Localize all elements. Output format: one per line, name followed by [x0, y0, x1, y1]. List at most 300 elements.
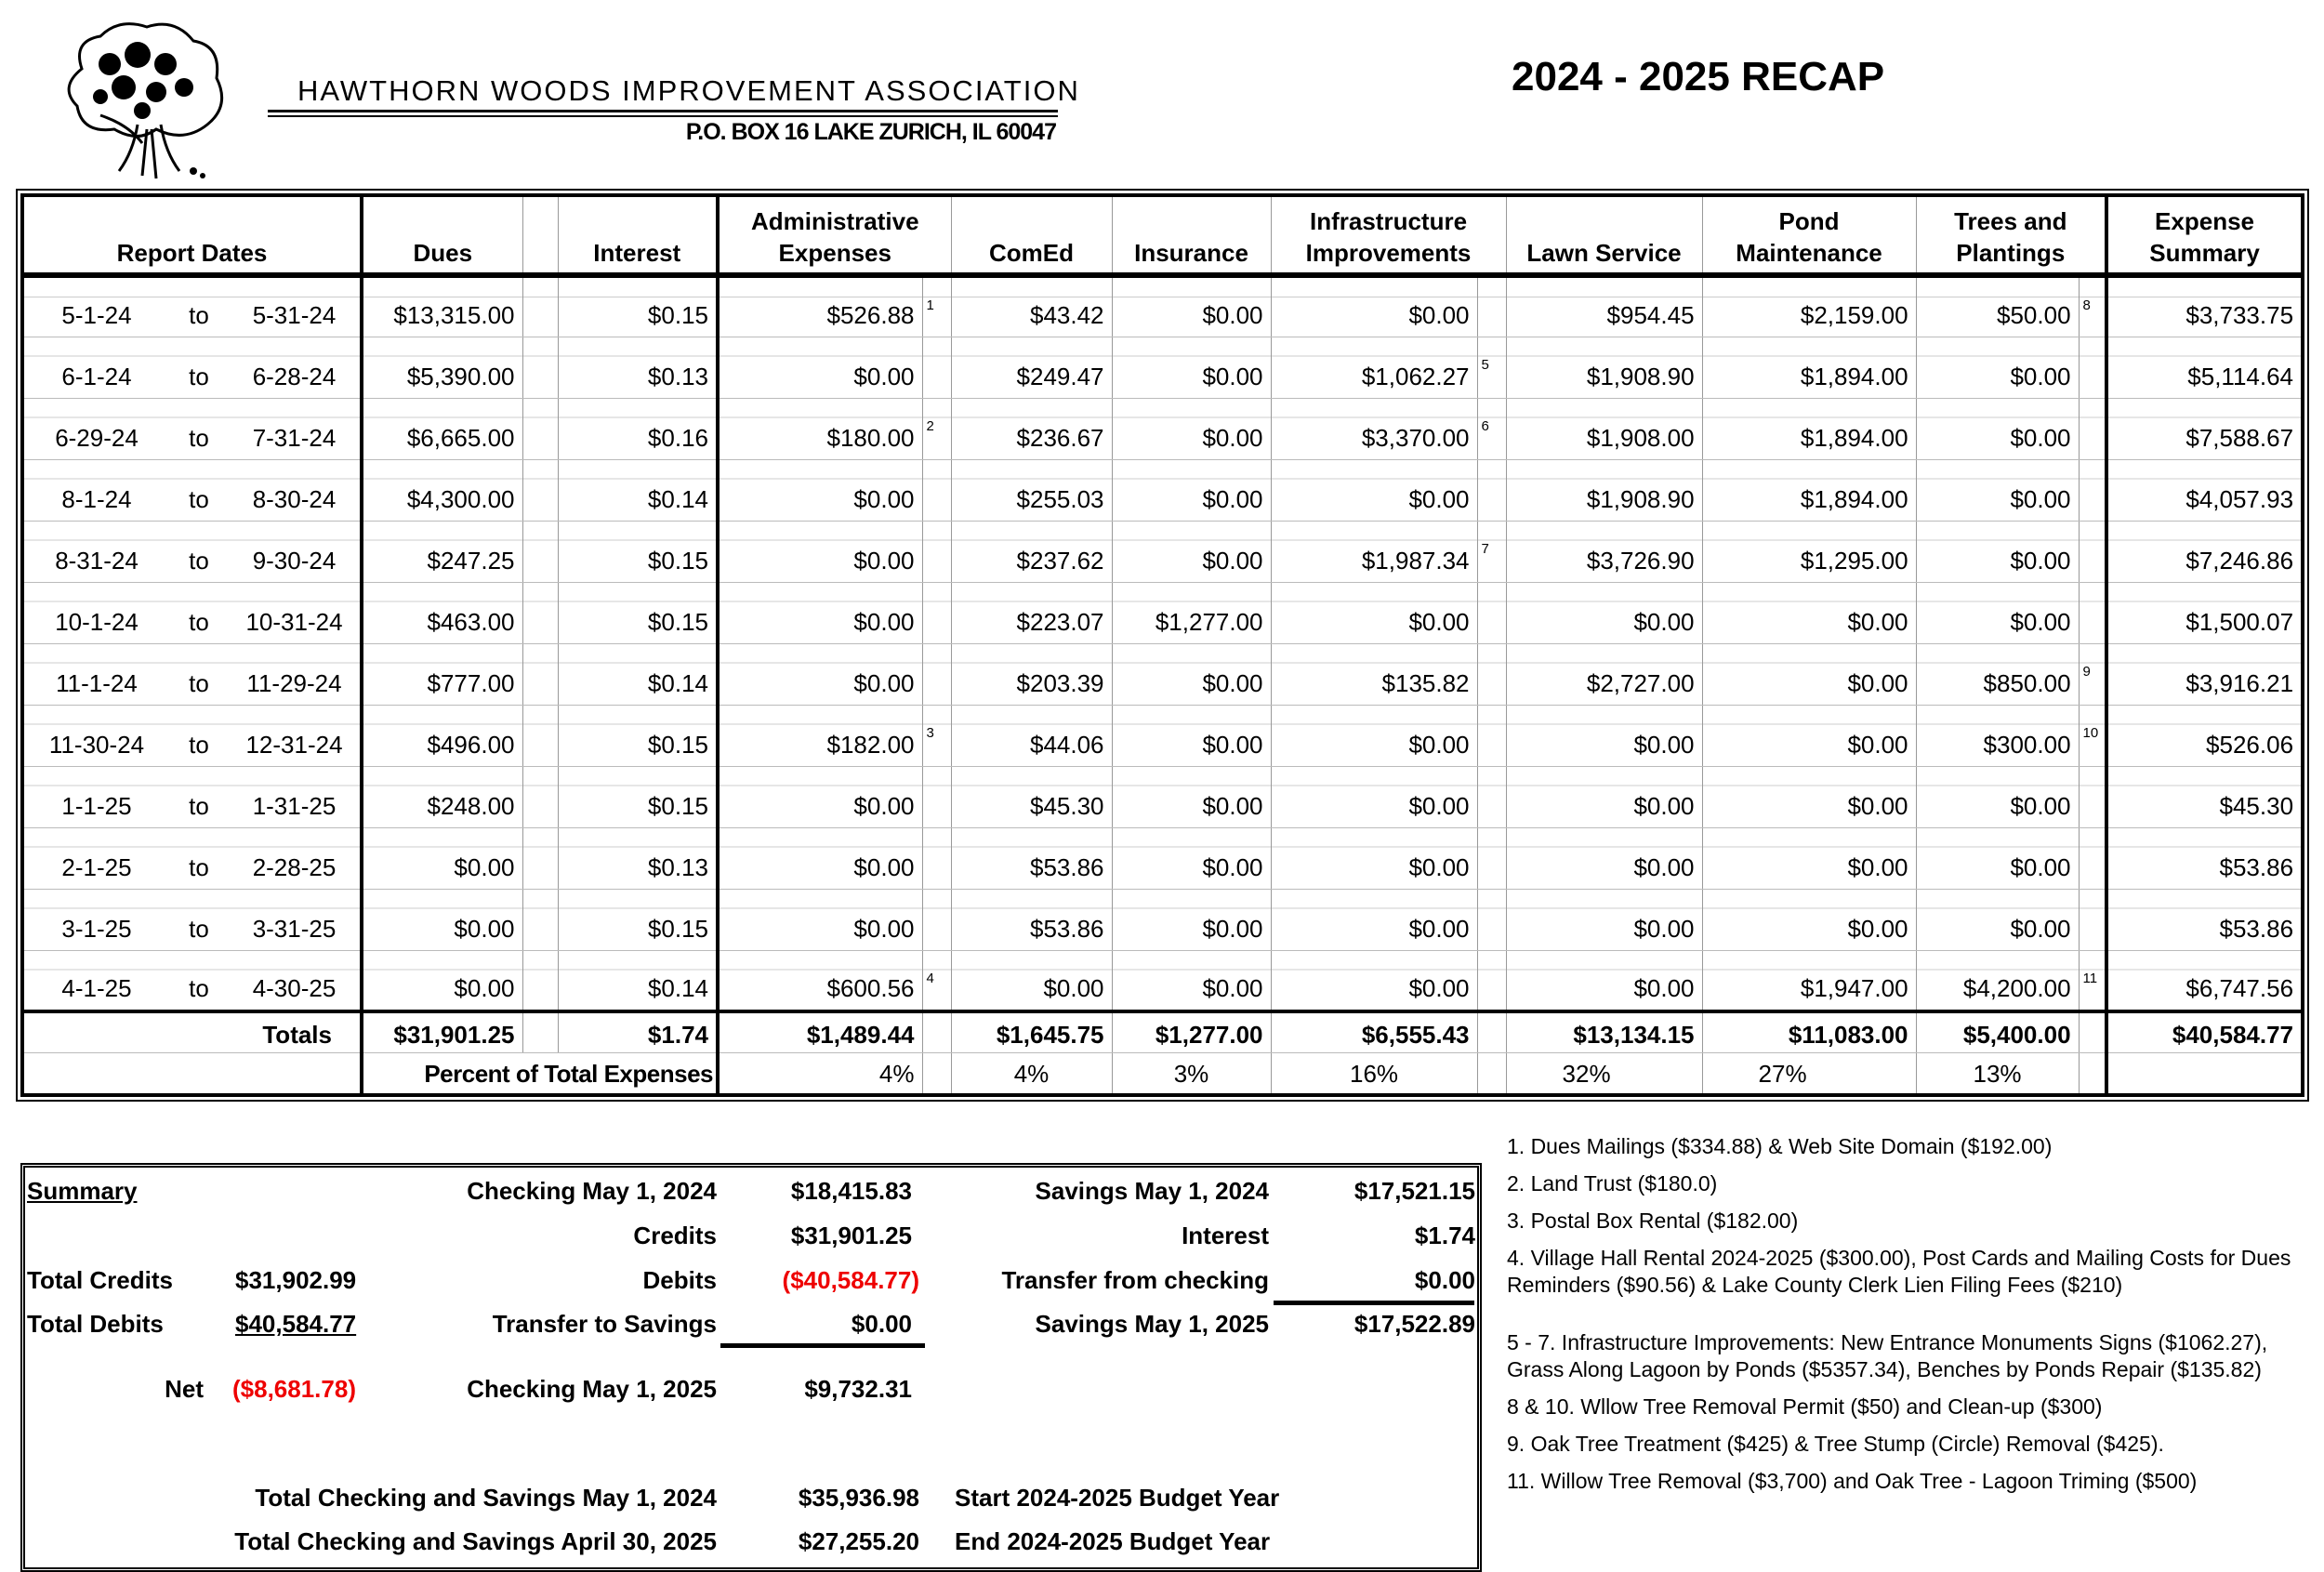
lawn-cell: $0.00: [1506, 705, 1702, 766]
col-trees: [1916, 195, 2106, 275]
admin-note-cell: 2: [922, 398, 951, 459]
admin-note-cell: [922, 337, 951, 398]
interest-cell: $0.14: [558, 950, 718, 1011]
spacer-cell: [922, 1052, 951, 1095]
totals-label: Totals: [22, 1011, 362, 1052]
comed-cell: $53.86: [951, 827, 1112, 889]
interest-cell: $0.15: [558, 889, 718, 950]
percent-trees: 13%: [1916, 1052, 2079, 1095]
col-lawn: Lawn Service: [1506, 195, 1702, 275]
pond-cell: $2,159.00: [1702, 275, 1916, 337]
savings-end-label: Savings May 1, 2025: [1035, 1310, 1269, 1338]
insurance-cell: $0.00: [1112, 459, 1271, 521]
footnote: 1. Dues Mailings ($334.88) & Web Site Domain ($192.00): [1507, 1134, 2053, 1158]
trees-cell: $0.00: [1916, 459, 2079, 521]
insurance-cell: $0.00: [1112, 337, 1271, 398]
spacer-cell: [522, 398, 558, 459]
admin-cell: $180.00: [718, 398, 922, 459]
expense-cell: $53.86: [2106, 889, 2303, 950]
to-label: to: [189, 668, 209, 697]
col-trees-line: Trees and: [1954, 207, 2067, 235]
report-dates-cell: [22, 766, 362, 827]
trees-note-cell: 11: [2079, 950, 2106, 1011]
percent-pond: 27%: [1702, 1052, 1916, 1095]
spacer-cell: [522, 521, 558, 582]
header-divider: [268, 110, 1058, 112]
trees-cell: $0.00: [1916, 521, 2079, 582]
col-infra-line: Improvements: [1305, 239, 1472, 267]
pond-cell: $0.00: [1702, 827, 1916, 889]
to-date: 4-30-25: [252, 974, 337, 1002]
lawn-cell: $954.45: [1506, 275, 1702, 337]
col-pond-line: Maintenance: [1736, 239, 1882, 267]
trees-cell: $300.00: [1916, 705, 2079, 766]
lawn-cell: $1,908.90: [1506, 459, 1702, 521]
to-label: to: [189, 791, 209, 820]
admin-note-cell: 1: [922, 275, 951, 337]
infra-note-cell: [1477, 275, 1506, 337]
totals-row: [22, 1011, 2303, 1052]
table-row: [22, 889, 2303, 950]
comed-cell: $236.67: [951, 398, 1112, 459]
comed-cell: $53.86: [951, 889, 1112, 950]
checking-end-value: $9,732.31: [804, 1375, 912, 1403]
comed-cell: $43.42: [951, 275, 1112, 337]
trees-note-cell: 10: [2079, 705, 2106, 766]
comed-cell: $0.00: [951, 950, 1112, 1011]
from-date: 11-30-24: [48, 730, 145, 759]
insurance-cell: $0.00: [1112, 827, 1271, 889]
report-dates-cell: [22, 521, 362, 582]
lawn-cell: $0.00: [1506, 582, 1702, 643]
transfer-to-savings-label: Transfer to Savings: [492, 1310, 717, 1338]
trees-cell: $0.00: [1916, 827, 2079, 889]
table-row: [22, 950, 2303, 1011]
dues-cell: $13,315.00: [362, 275, 522, 337]
total-interest: $1.74: [558, 1011, 718, 1052]
table-row: [22, 643, 2303, 705]
table-row: [22, 275, 2303, 337]
trees-note-cell: [2079, 337, 2106, 398]
lawn-cell: $0.00: [1506, 766, 1702, 827]
footnote: 8 & 10. Wllow Tree Removal Permit ($50) and Clean-up ($300): [1507, 1394, 2103, 1419]
checking-end-label: Checking May 1, 2025: [467, 1375, 717, 1403]
trees-cell: $0.00: [1916, 582, 2079, 643]
spacer-cell: [522, 889, 558, 950]
expense-cell: $7,246.86: [2106, 521, 2303, 582]
dues-cell: $5,390.00: [362, 337, 522, 398]
lawn-cell: $2,727.00: [1506, 643, 1702, 705]
pond-cell: $0.00: [1702, 889, 1916, 950]
interest-cell: $0.14: [558, 459, 718, 521]
report-dates-cell: [22, 337, 362, 398]
report-dates-cell: [22, 459, 362, 521]
interest-cell: $0.15: [558, 521, 718, 582]
total-lawn: $13,134.15: [1506, 1011, 1702, 1052]
total-insurance: $1,277.00: [1112, 1011, 1271, 1052]
trees-note-cell: [2079, 766, 2106, 827]
from-date: 11-1-24: [56, 668, 138, 697]
from-date: 6-1-24: [61, 362, 132, 390]
insurance-cell: $0.00: [1112, 398, 1271, 459]
table-row: [22, 766, 2303, 827]
spacer-cell: [522, 643, 558, 705]
admin-cell: $0.00: [718, 459, 922, 521]
infra-note-cell: 6: [1477, 398, 1506, 459]
infra-cell: $0.00: [1271, 889, 1477, 950]
credits-value: $31,901.25: [790, 1222, 912, 1249]
trees-note-cell: [2079, 827, 2106, 889]
trees-cell: $0.00: [1916, 337, 2079, 398]
subtotal-rule: [720, 1343, 925, 1348]
spacer-cell: [522, 195, 558, 275]
pond-cell: $1,295.00: [1702, 521, 1916, 582]
infra-cell: $0.00: [1271, 582, 1477, 643]
spacer-cell: [922, 1011, 951, 1052]
comed-cell: $203.39: [951, 643, 1112, 705]
admin-cell: $0.00: [718, 827, 922, 889]
pond-cell: $1,947.00: [1702, 950, 1916, 1011]
spacer-cell: [522, 705, 558, 766]
interest-label: Interest: [1182, 1222, 1269, 1249]
expense-cell: $7,588.67: [2106, 398, 2303, 459]
footnote: 4. Village Hall Rental 2024-2025 ($300.00), Post Cards and Mailing Costs for Dues Reminders ($90.56) & Lake County Clerk Lien Filing Fees ($210): [1507, 1246, 2291, 1297]
infra-note-cell: 7: [1477, 521, 1506, 582]
admin-cell: $0.00: [718, 582, 922, 643]
admin-note-cell: [922, 459, 951, 521]
table-row: [22, 337, 2303, 398]
to-label: to: [189, 423, 209, 452]
comed-cell: $223.07: [951, 582, 1112, 643]
to-date: 1-31-25: [252, 791, 337, 820]
footnote: 11. Willow Tree Removal ($3,700) and Oak Tree - Lagoon Triming ($500): [1507, 1469, 2198, 1493]
trees-note-cell: [2079, 521, 2106, 582]
infra-note-cell: [1477, 459, 1506, 521]
table-row: [22, 398, 2303, 459]
comed-cell: $44.06: [951, 705, 1112, 766]
interest-cell: $0.16: [558, 398, 718, 459]
col-expense-line: Summary: [2149, 239, 2260, 267]
admin-cell: $0.00: [718, 889, 922, 950]
trees-note-cell: [2079, 459, 2106, 521]
interest-cell: $0.13: [558, 337, 718, 398]
trees-note-cell: [2079, 889, 2106, 950]
trees-cell: $0.00: [1916, 889, 2079, 950]
spacer-cell: [2079, 1052, 2106, 1095]
savings-start-label: Savings May 1, 2024: [1035, 1177, 1269, 1205]
total-debits-value: $40,584.77: [235, 1310, 357, 1338]
infra-note-cell: [1477, 950, 1506, 1011]
trees-note-cell: 8: [2079, 275, 2106, 337]
col-admin: [718, 195, 951, 275]
footnote: 9. Oak Tree Treatment ($425) & Tree Stump (Circle) Removal ($425).: [1507, 1432, 2164, 1456]
dues-cell: $4,300.00: [362, 459, 522, 521]
spacer-cell: [522, 582, 558, 643]
subtotal-rule: [1274, 1301, 1474, 1305]
expense-cell: $45.30: [2106, 766, 2303, 827]
total-pond: $11,083.00: [1702, 1011, 1916, 1052]
report-dates-cell: [22, 643, 362, 705]
admin-cell: $600.56: [718, 950, 922, 1011]
net-label: Net: [165, 1375, 204, 1403]
spacer-cell: [1477, 1011, 1506, 1052]
from-date: 10-1-24: [55, 607, 139, 636]
organization-name: HAWTHORN WOODS IMPROVEMENT ASSOCIATION: [297, 74, 1080, 107]
trees-note-cell: 9: [2079, 643, 2106, 705]
admin-note-cell: [922, 827, 951, 889]
insurance-cell: $0.00: [1112, 643, 1271, 705]
expense-cell: $5,114.64: [2106, 337, 2303, 398]
report-dates-cell: [22, 398, 362, 459]
admin-cell: $0.00: [718, 521, 922, 582]
footnote: 3. Postal Box Rental ($182.00): [1507, 1209, 1799, 1233]
insurance-cell: $0.00: [1112, 705, 1271, 766]
pond-cell: $0.00: [1702, 766, 1916, 827]
infra-note-cell: [1477, 827, 1506, 889]
total-start-value: $35,936.98: [798, 1484, 919, 1512]
to-date: 11-29-24: [246, 668, 342, 697]
to-date: 12-31-24: [245, 730, 343, 759]
total-dues: $31,901.25: [362, 1011, 522, 1052]
spacer-cell: [522, 459, 558, 521]
col-pond-line: Pond: [1778, 207, 1840, 235]
lawn-cell: $0.00: [1506, 950, 1702, 1011]
col-dues: Dues: [362, 195, 522, 275]
report-dates-cell: [22, 275, 362, 337]
pond-cell: $1,894.00: [1702, 459, 1916, 521]
dues-cell: $777.00: [362, 643, 522, 705]
comed-cell: $237.62: [951, 521, 1112, 582]
from-date: 2-1-25: [61, 852, 132, 881]
col-expense-line: Expense: [2155, 207, 2254, 235]
from-date: 8-1-24: [61, 484, 132, 513]
to-date: 7-31-24: [252, 423, 337, 452]
table-row: [22, 827, 2303, 889]
percent-insurance: 3%: [1112, 1052, 1271, 1095]
infra-cell: $0.00: [1271, 950, 1477, 1011]
total-comed: $1,645.75: [951, 1011, 1112, 1052]
credits-label: Credits: [633, 1222, 717, 1249]
to-date: 6-28-24: [252, 362, 337, 390]
expense-cell: $6,747.56: [2106, 950, 2303, 1011]
col-report-dates: Report Dates: [22, 195, 362, 275]
insurance-cell: $0.00: [1112, 766, 1271, 827]
dues-cell: $247.25: [362, 521, 522, 582]
percent-admin: 4%: [718, 1052, 922, 1095]
infra-cell: $1,062.27: [1271, 337, 1477, 398]
interest-cell: $0.14: [558, 643, 718, 705]
admin-note-cell: [922, 889, 951, 950]
insurance-cell: $0.00: [1112, 521, 1271, 582]
total-trees: $5,400.00: [1916, 1011, 2079, 1052]
spacer-cell: [522, 275, 558, 337]
trees-cell: $50.00: [1916, 275, 2079, 337]
savings-end-value: $17,522.89: [1353, 1310, 1475, 1338]
expense-cell: $1,500.07: [2106, 582, 2303, 643]
admin-cell: $526.88: [718, 275, 922, 337]
dues-cell: $6,665.00: [362, 398, 522, 459]
lawn-cell: $0.00: [1506, 889, 1702, 950]
expense-cell: $3,916.21: [2106, 643, 2303, 705]
percent-comed: 4%: [951, 1052, 1112, 1095]
interest-cell: $0.15: [558, 705, 718, 766]
report-dates-cell: [22, 950, 362, 1011]
spacer-cell: [2079, 1011, 2106, 1052]
expense-cell: $53.86: [2106, 827, 2303, 889]
dues-cell: $496.00: [362, 705, 522, 766]
col-expense: [2106, 195, 2303, 275]
trees-cell: $0.00: [1916, 398, 2079, 459]
to-label: to: [189, 484, 209, 513]
infra-cell: $0.00: [1271, 766, 1477, 827]
interest-cell: $0.13: [558, 827, 718, 889]
infra-cell: $0.00: [1271, 705, 1477, 766]
footnote: 5 - 7. Infrastructure Improvements: New Entrance Monuments Signs ($1062.27), Grass Along Lagoon by Ponds ($5357.34), Benches by Ponds Repair ($135.82): [1507, 1330, 2268, 1381]
infra-note-cell: [1477, 705, 1506, 766]
spacer-cell: [522, 1011, 558, 1052]
infra-note-cell: 5: [1477, 337, 1506, 398]
col-admin-line: Expenses: [778, 239, 891, 267]
percent-label: Percent of Total Expenses: [362, 1052, 718, 1095]
percent-infra: 16%: [1271, 1052, 1477, 1095]
insurance-cell: $0.00: [1112, 950, 1271, 1011]
from-date: 8-31-24: [55, 546, 139, 575]
col-pond: [1702, 195, 1916, 275]
total-start-note: Start 2024-2025 Budget Year: [955, 1484, 1280, 1512]
trees-note-cell: [2079, 398, 2106, 459]
summary-box: [20, 1163, 1482, 1572]
to-date: 10-31-24: [245, 607, 343, 636]
to-date: 2-28-25: [252, 852, 337, 881]
pond-cell: $0.00: [1702, 705, 1916, 766]
lawn-cell: $1,908.90: [1506, 337, 1702, 398]
header-divider: [268, 115, 1058, 117]
total-end-note: End 2024-2025 Budget Year: [955, 1527, 1271, 1555]
insurance-cell: $1,277.00: [1112, 582, 1271, 643]
table-row: [22, 459, 2303, 521]
col-infra-line: Infrastructure: [1310, 207, 1468, 235]
infra-cell: $135.82: [1271, 643, 1477, 705]
table-row: [22, 705, 2303, 766]
admin-note-cell: [922, 582, 951, 643]
report-dates-cell: [22, 827, 362, 889]
from-date: 6-29-24: [55, 423, 139, 452]
lawn-cell: $0.00: [1506, 827, 1702, 889]
admin-note-cell: [922, 521, 951, 582]
total-expense: $40,584.77: [2106, 1011, 2303, 1052]
comed-cell: $45.30: [951, 766, 1112, 827]
to-date: 3-31-25: [252, 914, 337, 943]
to-label: to: [189, 607, 209, 636]
to-label: to: [189, 852, 209, 881]
interest-value: $1.74: [1414, 1222, 1475, 1249]
trees-note-cell: [2079, 582, 2106, 643]
interest-cell: $0.15: [558, 766, 718, 827]
total-credits-label: Total Credits: [27, 1266, 173, 1294]
tree-logo-icon: [45, 13, 258, 185]
checking-start-label: Checking May 1, 2024: [467, 1177, 717, 1205]
to-label: to: [189, 300, 209, 329]
infra-cell: $0.00: [1271, 275, 1477, 337]
comed-cell: $249.47: [951, 337, 1112, 398]
table-row: [22, 582, 2303, 643]
admin-cell: $182.00: [718, 705, 922, 766]
to-label: to: [189, 362, 209, 390]
dues-cell: $248.00: [362, 766, 522, 827]
organization-address: P.O. BOX 16 LAKE ZURICH, IL 60047: [685, 119, 1056, 145]
summary-heading: Summary: [27, 1177, 138, 1205]
transfer-to-savings-value: $0.00: [851, 1310, 912, 1338]
admin-note-cell: [922, 643, 951, 705]
infra-note-cell: [1477, 766, 1506, 827]
admin-note-cell: 4: [922, 950, 951, 1011]
total-admin: $1,489.44: [718, 1011, 922, 1052]
to-label: to: [189, 974, 209, 1002]
total-end-value: $27,255.20: [798, 1527, 919, 1555]
spacer-cell: [522, 766, 558, 827]
pond-cell: $0.00: [1702, 643, 1916, 705]
percent-row: [22, 1052, 2303, 1095]
from-date: 1-1-25: [61, 791, 132, 820]
spacer-cell: [522, 827, 558, 889]
savings-start-value: $17,521.15: [1353, 1177, 1475, 1205]
debits-value: ($40,584.77): [782, 1266, 919, 1294]
to-label: to: [189, 546, 209, 575]
to-date: 9-30-24: [252, 546, 337, 575]
from-date: 4-1-25: [61, 974, 132, 1002]
infra-note-cell: [1477, 582, 1506, 643]
trees-cell: $0.00: [1916, 766, 2079, 827]
pond-cell: $1,894.00: [1702, 337, 1916, 398]
infra-cell: $1,987.34: [1271, 521, 1477, 582]
pond-cell: $0.00: [1702, 582, 1916, 643]
report-dates-cell: [22, 705, 362, 766]
total-infra: $6,555.43: [1271, 1011, 1477, 1052]
page-title: 2024 - 2025 RECAP: [1512, 54, 1885, 99]
col-admin-line: Administrative: [750, 207, 919, 235]
spacer-cell: [2106, 1052, 2303, 1095]
admin-cell: $0.00: [718, 766, 922, 827]
interest-cell: $0.15: [558, 275, 718, 337]
lawn-cell: $3,726.90: [1506, 521, 1702, 582]
dues-cell: $0.00: [362, 889, 522, 950]
debits-label: Debits: [642, 1266, 717, 1294]
total-debits-label: Total Debits: [27, 1310, 164, 1338]
interest-cell: $0.15: [558, 582, 718, 643]
report-dates-cell: [22, 582, 362, 643]
spacer-cell: [1477, 1052, 1506, 1095]
insurance-cell: $0.00: [1112, 275, 1271, 337]
col-trees-line: Plantings: [1956, 239, 2066, 267]
col-interest: Interest: [558, 195, 718, 275]
infra-note-cell: [1477, 643, 1506, 705]
net-value: ($8,681.78): [232, 1375, 356, 1403]
admin-cell: $0.00: [718, 643, 922, 705]
admin-note-cell: [922, 766, 951, 827]
checking-start-value: $18,415.83: [790, 1177, 912, 1205]
col-insurance: Insurance: [1112, 195, 1271, 275]
total-credits-value: $31,902.99: [235, 1266, 357, 1294]
expense-cell: $3,733.75: [2106, 275, 2303, 337]
pond-cell: $1,894.00: [1702, 398, 1916, 459]
spacer-cell: [22, 1052, 362, 1095]
to-label: to: [189, 730, 209, 759]
spacer-cell: [522, 950, 558, 1011]
infra-note-cell: [1477, 889, 1506, 950]
col-infra: [1271, 195, 1506, 275]
trees-cell: $850.00: [1916, 643, 2079, 705]
from-date: 3-1-25: [61, 914, 132, 943]
